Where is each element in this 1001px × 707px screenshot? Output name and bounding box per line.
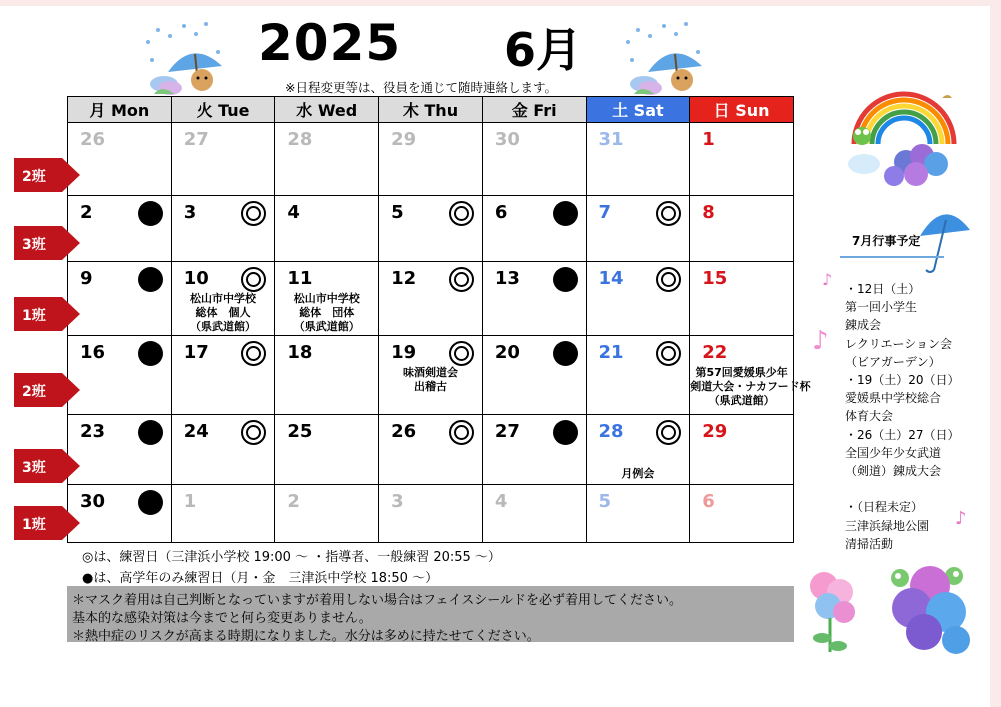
day-number: 23	[80, 421, 106, 442]
calendar-day-cell	[482, 485, 586, 543]
day-number: 28	[287, 129, 313, 150]
calendar-day-cell	[379, 415, 483, 485]
group-tag	[14, 449, 80, 483]
calendar-day-cell	[171, 336, 275, 415]
practice-day-icon	[241, 201, 266, 226]
july-schedule-title: 7月行事予定	[852, 234, 921, 248]
senior-practice-icon	[553, 267, 578, 292]
calendar-day-cell	[690, 485, 794, 543]
calendar-day-cell	[275, 123, 379, 196]
weekday-header: 木 Thu	[379, 97, 483, 123]
day-number: 30	[494, 129, 520, 150]
senior-practice-icon	[553, 341, 578, 366]
calendar-day-cell	[482, 336, 586, 415]
group-tag-label: 1班	[22, 308, 46, 324]
calendar-day-cell	[171, 415, 275, 485]
day-event: 松山市中学校 総体 団体 （県武道館）	[293, 292, 360, 333]
weekday-header: 水 Wed	[275, 97, 379, 123]
calendar-week-row	[68, 415, 794, 485]
note-mask: ＊マスク着用は自己判断となっていますが着用しない場合はフェイスシールドを必ず着用してください。	[72, 593, 682, 608]
practice-day-icon	[241, 267, 266, 292]
page-top-edge	[0, 0, 1001, 6]
day-number: 18	[287, 342, 313, 363]
day-number: 13	[494, 268, 520, 289]
day-number: 22	[702, 342, 728, 363]
calendar-day-cell	[171, 196, 275, 262]
day-number: 31	[598, 129, 624, 150]
calendar-day-cell	[482, 123, 586, 196]
practice-day-icon	[656, 341, 681, 366]
calendar-day-cell	[275, 485, 379, 543]
calendar-day-cell	[68, 415, 172, 485]
practice-day-icon	[449, 267, 474, 292]
weekday-header: 金 Fri	[482, 97, 586, 123]
day-number: 26	[80, 129, 106, 150]
day-number: 28	[598, 421, 624, 442]
rainbow-frog-icon	[846, 84, 974, 194]
senior-practice-icon	[138, 420, 163, 445]
day-number: 14	[598, 268, 624, 289]
hydrangea-icon	[806, 566, 862, 662]
calendar-day-cell	[275, 262, 379, 336]
day-number: 3	[391, 491, 404, 512]
calendar-week-row	[68, 485, 794, 543]
legend-practice-day: ◎は、練習日（三津浜小学校 19:00 ～ ・指導者、一般練習 20:55 ～）	[82, 550, 501, 565]
calendar-day-cell	[482, 196, 586, 262]
day-number: 6	[702, 491, 715, 512]
music-note-icon: ♪	[812, 326, 829, 356]
day-number: 20	[494, 342, 520, 363]
senior-practice-icon	[138, 267, 163, 292]
day-number: 2	[80, 202, 93, 223]
senior-practice-icon	[138, 341, 163, 366]
practice-day-icon	[241, 420, 266, 445]
calendar-day-cell	[68, 196, 172, 262]
calendar-week-row	[68, 123, 794, 196]
practice-day-icon	[449, 341, 474, 366]
calendar-grid	[67, 96, 811, 543]
practice-day-icon	[656, 201, 681, 226]
group-tag-label: 3班	[22, 237, 46, 253]
day-number: 9	[80, 268, 93, 289]
calendar-day-cell	[68, 336, 172, 415]
calendar-week-row	[68, 196, 794, 262]
day-number: 27	[183, 129, 209, 150]
calendar-day-cell	[690, 336, 811, 415]
calendar-day-cell	[379, 485, 483, 543]
calendar-day-cell	[482, 415, 586, 485]
day-number: 19	[391, 342, 417, 363]
umbrella-rain-icon	[140, 22, 236, 102]
calendar-year: 2025	[258, 14, 402, 72]
senior-practice-icon	[138, 201, 163, 226]
note-infection: 基本的な感染対策は今までと何ら変更ありません。	[72, 611, 372, 626]
july-schedule-divider	[840, 256, 944, 258]
day-number: 5	[391, 202, 404, 223]
calendar-day-cell	[586, 336, 690, 415]
day-number: 21	[598, 342, 624, 363]
calendar-day-cell	[586, 196, 690, 262]
practice-day-icon	[656, 420, 681, 445]
calendar-day-cell	[68, 485, 172, 543]
day-number: 30	[80, 491, 106, 512]
calendar-day-cell	[171, 485, 275, 543]
day-number: 4	[494, 491, 508, 512]
calendar-day-cell	[586, 415, 690, 485]
day-number: 11	[287, 268, 313, 289]
day-number: 6	[494, 202, 508, 223]
group-tag	[14, 297, 80, 331]
senior-practice-icon	[553, 201, 578, 226]
group-tag-label: 1班	[22, 517, 46, 533]
calendar-day-cell	[690, 123, 794, 196]
july-schedule-list: ・12日（土） 第一回小学生 錬成会 レクリエーション会 （ビアガーデン） ・19（土）20（日） 愛媛県中学校総合 体育大会 ・26（土）27（日） 全国少年少女武道 （剣道）錬成大会 ・（日程未定） 三津浜緑地公園 清掃活動	[845, 282, 960, 551]
day-number: 7	[598, 202, 612, 223]
calendar-day-cell	[586, 123, 690, 196]
senior-practice-icon	[138, 490, 163, 515]
calendar-day-cell	[379, 262, 483, 336]
legend-senior-practice-day: ●は、高学年のみ練習日（月・金 三津浜中学校 18:50 ～）	[82, 571, 439, 586]
schedule-change-notice: ※日程変更等は、役員を通じて随時連絡します。	[285, 80, 557, 95]
day-number: 16	[80, 342, 106, 363]
weekday-header-saturday: 土 Sat	[586, 97, 690, 123]
calendar-day-cell	[379, 123, 483, 196]
umbrella-rain-icon	[620, 22, 716, 102]
calendar-day-cell	[586, 485, 690, 543]
day-number: 1	[702, 129, 715, 150]
calendar-day-cell	[68, 262, 172, 336]
calendar-day-cell	[68, 123, 172, 196]
day-number: 10	[183, 268, 209, 289]
day-number: 12	[391, 268, 417, 289]
day-event: 月例会	[621, 467, 655, 480]
weekday-header-sunday: 日 Sun	[690, 97, 794, 123]
note-heatstroke: ＊熱中症のリスクが高まる時期になりました。水分は多めに持たせてください。	[72, 629, 540, 644]
calendar-day-cell	[379, 336, 483, 415]
day-number: 2	[287, 491, 300, 512]
calendar-day-cell	[482, 262, 586, 336]
music-note-icon: ♪	[822, 270, 833, 289]
calendar-day-cell	[171, 262, 275, 336]
weekday-header-row	[68, 97, 794, 123]
weekday-header: 火 Tue	[171, 97, 275, 123]
practice-day-icon	[449, 420, 474, 445]
weekday-header: 月 Mon	[68, 97, 172, 123]
practice-day-icon	[656, 267, 681, 292]
day-event: 松山市中学校 総体 個人 （県武道館）	[190, 292, 257, 333]
day-number: 24	[183, 421, 209, 442]
calendar-week-row	[68, 336, 794, 415]
group-tag	[14, 373, 80, 407]
calendar-day-cell	[690, 262, 794, 336]
music-note-icon: ♪	[955, 508, 967, 529]
senior-practice-icon	[553, 420, 578, 445]
page-right-edge	[990, 0, 1001, 707]
calendar-month: 6月	[504, 23, 583, 77]
calendar-day-cell	[690, 196, 794, 262]
group-tag	[14, 158, 80, 192]
hydrangea-icon	[884, 556, 976, 666]
calendar-day-cell	[275, 196, 379, 262]
group-tag-label: 2班	[22, 169, 46, 185]
group-tag-label: 2班	[22, 384, 46, 400]
calendar-day-cell	[586, 262, 690, 336]
calendar-day-cell	[690, 415, 794, 485]
calendar-day-cell	[275, 415, 379, 485]
day-number: 4	[287, 202, 300, 223]
calendar-week-row	[68, 262, 794, 336]
day-number: 27	[494, 421, 520, 442]
day-number: 15	[702, 268, 728, 289]
calendar-day-cell	[171, 123, 275, 196]
day-number: 29	[702, 421, 728, 442]
practice-day-icon	[241, 341, 266, 366]
day-number: 5	[598, 491, 612, 512]
umbrella-icon	[916, 196, 974, 280]
day-number: 3	[183, 202, 197, 223]
day-event: 第57回愛媛県少年 剣道大会・ナカフード杯 （県武道館）	[690, 366, 811, 407]
group-tag	[14, 226, 80, 260]
day-number: 1	[183, 491, 197, 512]
group-tag-label: 3班	[22, 460, 46, 476]
day-number: 25	[287, 421, 313, 442]
day-number: 8	[702, 202, 715, 223]
group-tag	[14, 506, 80, 540]
practice-day-icon	[449, 201, 474, 226]
calendar-day-cell	[275, 336, 379, 415]
day-number: 29	[391, 129, 417, 150]
calendar-day-cell	[379, 196, 483, 262]
day-event: 味酒剣道会 出稽古	[402, 366, 458, 393]
day-number: 17	[183, 342, 209, 363]
day-number: 26	[391, 421, 417, 442]
